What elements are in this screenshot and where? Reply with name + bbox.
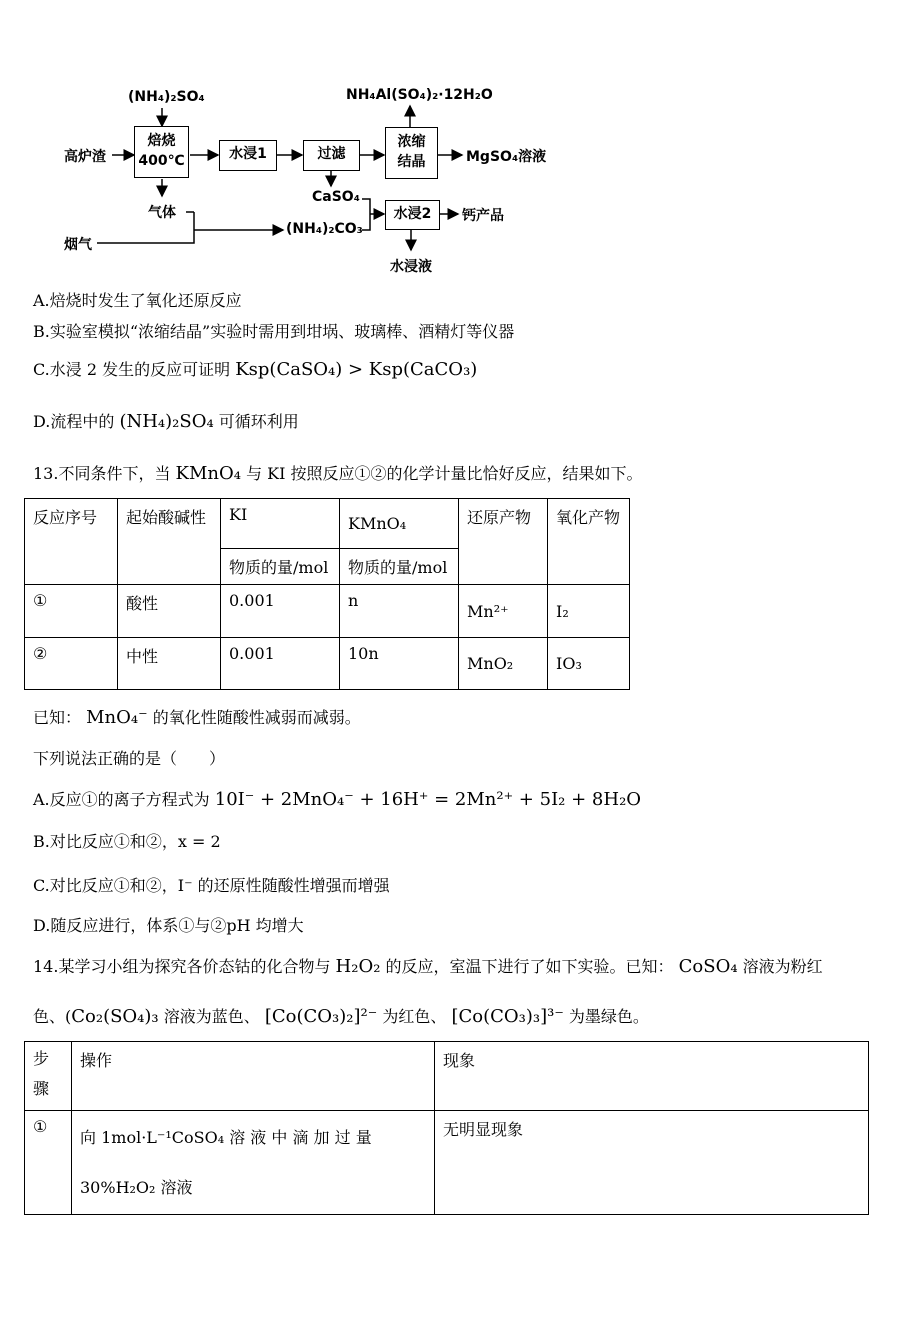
q13-option-b: B.对比反应①和②，x = 2 [33, 832, 221, 851]
q14-stem2-f2: [Co(CO₃)₂]²⁻ [264, 1006, 378, 1027]
label-smoke: 烟气 [64, 237, 92, 253]
q14-stem2-f1: Co₂(SO₄)₃ [71, 1006, 159, 1027]
label-raw: 高炉渣 [64, 149, 106, 165]
q14-row-1 [25, 1111, 869, 1215]
q13-r1-kmno4: n [340, 585, 459, 638]
roast-line2: 400℃ [138, 153, 185, 169]
q13-r2-ki: 0.001 [221, 638, 340, 690]
q13-r1-acid: 酸性 [118, 585, 221, 638]
q12-d-formula: (NH₄)₂SO₄ [119, 411, 214, 432]
label-ca-product: 钙产品 [462, 208, 504, 224]
q13-h-amount-ki: 物质的量/mol [221, 549, 340, 585]
q13-h-acid: 起始酸碱性 [118, 499, 221, 585]
q14-h-step: 步骤 [25, 1042, 72, 1111]
q13-h-red: 还原产物 [459, 499, 548, 585]
q14-table [24, 1041, 869, 1215]
q14-stem2-d: 为墨绿色。 [568, 1007, 649, 1026]
q14-stem1-coso4: CoSO₄ [678, 956, 738, 977]
q13-question: 下列说法正确的是（ ） [33, 749, 226, 768]
q14-h-op: 操作 [72, 1042, 435, 1111]
q12-d-post: 可循环利用 [218, 412, 299, 431]
q14-stem2-a: 色、( [33, 1007, 72, 1026]
q13-known-formula: MnO₄⁻ [86, 707, 148, 728]
q13-h-ki: KI [221, 499, 340, 549]
q13-r2-ox: IO₃ [548, 638, 630, 690]
box-conc [385, 127, 438, 179]
q13-h-kmno4: KMnO₄ [340, 499, 459, 549]
q14-r1-op-line2: 30%H₂O₂ 溶液 [80, 1178, 193, 1197]
q13-option-d: D.随反应进行，体系①与②pH 均增大 [33, 916, 304, 935]
q13-h-seq: 反应序号 [25, 499, 118, 585]
q14-stem2-f3: [Co(CO₃)₃]³⁻ [451, 1006, 564, 1027]
q14-stem-line2 [33, 1004, 649, 1027]
label-top-product: NH₄Al(SO₄)₂·12H₂O [346, 87, 493, 103]
q14-stem1-b: 的反应，室温下进行了如下实验。已知： [385, 957, 674, 976]
q14-r1-op [72, 1111, 435, 1215]
q13-r2-red: MnO₂ [459, 638, 548, 690]
box-leach1: 水浸1 [219, 140, 277, 171]
q14-stem2-c: 为红色、 [382, 1007, 447, 1026]
q14-r1-obs: 无明显现象 [435, 1111, 869, 1215]
q13-h-ox: 氧化产物 [548, 499, 630, 585]
box-leach2: 水浸2 [385, 200, 440, 230]
q13-stem-b: 与 KI 按照反应①②的化学计量比恰好反应，结果如下。 [246, 464, 643, 483]
q13-option-a [33, 787, 641, 810]
q13-option-c: C.对比反应①和②，I⁻ 的还原性随酸性增强而增强 [33, 876, 390, 895]
q13-row-2 [25, 638, 630, 690]
q13-known-b: 的氧化性随酸性减弱而减弱。 [152, 708, 361, 727]
label-gas: 气体 [148, 205, 176, 221]
q12-c-formula: Ksp(CaSO₄) > Ksp(CaCO₃) [235, 359, 478, 380]
q13-r1-red: Mn²⁺ [459, 585, 548, 638]
q13-known-a: 已知： [33, 708, 82, 727]
q12-d-text: D.流程中的 [33, 412, 115, 431]
q13-known [33, 705, 361, 728]
q13-stem-kmno4: KMnO₄ [175, 463, 241, 484]
q13-stem [33, 461, 643, 484]
q14-r1-op-line1: 向 1mol·L⁻¹CoSO₄ 溶 液 中 滴 加 过 量 [80, 1128, 372, 1147]
q13-row-1 [25, 585, 630, 638]
q14-r1-step: ① [25, 1111, 72, 1215]
roast-line1: 焙烧 [147, 133, 176, 149]
label-caso4: CaSO₄ [312, 189, 360, 205]
q14-stem1-a: 14.某学习小组为探究各价态钴的化合物与 [33, 957, 331, 976]
q14-stem2-b: 溶液为蓝色、 [163, 1007, 260, 1026]
box-roast [134, 126, 189, 178]
q14-stem1-h2o2: H₂O₂ [335, 956, 381, 977]
conc-line1: 浓缩 [397, 134, 426, 150]
q12-option-b: B.实验室模拟“浓缩结晶”实验时需用到坩埚、玻璃棒、酒精灯等仪器 [33, 322, 515, 341]
q13-stem-a: 13.不同条件下，当 [33, 464, 171, 483]
box-filter: 过滤 [303, 140, 360, 171]
line-caso4-leach2 [362, 199, 370, 230]
q13-h-amount-kmno4: 物质的量/mol [340, 549, 459, 585]
label-mgso4: MgSO₄溶液 [466, 149, 547, 165]
q14-stem-line1 [33, 954, 823, 977]
q12-option-c [33, 357, 477, 380]
q12-option-d [33, 409, 299, 432]
q13-r1-ki: 0.001 [221, 585, 340, 638]
q12-c-text: C.水浸 2 发生的反应可证明 [33, 360, 231, 379]
conc-line2: 结晶 [397, 154, 426, 170]
line-smoke [97, 230, 194, 243]
q13-a-text: A.反应①的离子方程式为 [33, 790, 210, 809]
q13-r2-acid: 中性 [118, 638, 221, 690]
q13-r1-seq: ① [25, 585, 118, 638]
q13-table [24, 498, 630, 690]
label-nh4so4: (NH₄)₂SO₄ [128, 89, 205, 105]
q14-h-obs: 现象 [435, 1042, 869, 1111]
label-leach-liquid: 水浸液 [390, 259, 432, 275]
q13-r2-seq: ② [25, 638, 118, 690]
q13-r1-ox: I₂ [548, 585, 630, 638]
q12-option-a: A.焙烧时发生了氧化还原反应 [33, 291, 242, 310]
q13-r2-kmno4: 10n [340, 638, 459, 690]
q14-stem1-c: 溶液为粉红 [742, 957, 823, 976]
label-nh4co3: (NH₄)₂CO₃ [286, 221, 363, 237]
q13-a-equation: 10I⁻ + 2MnO₄⁻ + 16H⁺ = 2Mn²⁺ + 5I₂ + 8H₂O [214, 789, 642, 810]
